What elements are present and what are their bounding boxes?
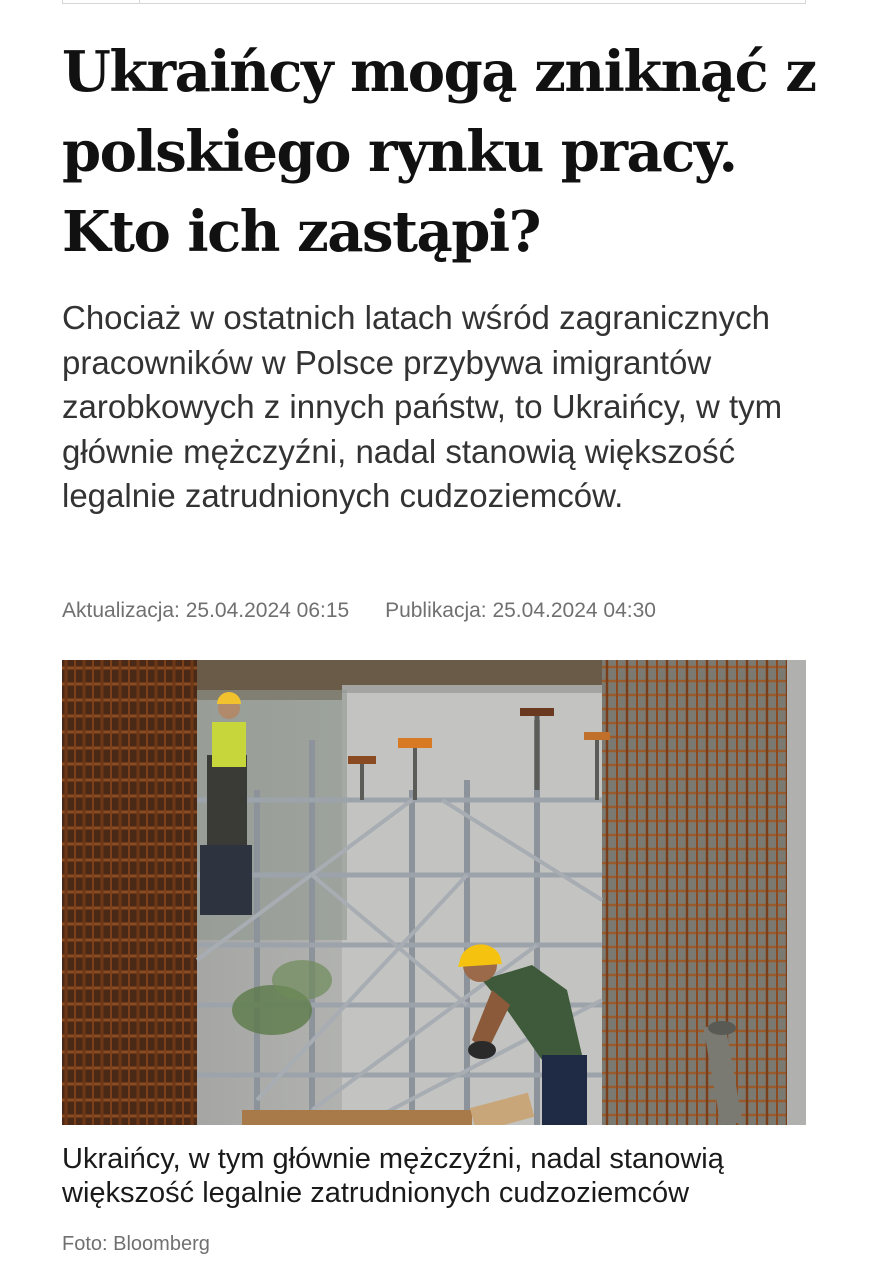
photo-caption: Ukraińcy, w tym głównie mężczyźni, nadal stanowią większość legalnie zatrudnionych cudzoziemców [62,1143,724,1209]
updated-date: Aktualizacja: 25.04.2024 06:15 [62,599,350,622]
article-lead: Chociaż w ostatnich latach wśród zagranicznych pracowników w Polsce przybywa imigrantów zarobkowych z innych państw, to Ukraińcy, w tym głównie mężczyźni, nadal stanowią większość legalnie zatrudnionych cudzoziemców. [62,299,783,514]
photo-credit: Foto: Bloomberg [62,1233,210,1255]
published-date: Publikacja: 25.04.2024 04:30 [385,599,656,622]
article-dates [62,598,656,624]
article-photo[interactable] [62,660,806,1125]
toolbar-divider [139,0,140,4]
construction-site-photo-icon [62,660,806,1125]
top-toolbar-edge [62,0,806,4]
article-headline: Ukraińcy mogą zniknąć z polskiego rynku pracy. Kto ich zastąpi? [62,39,816,265]
